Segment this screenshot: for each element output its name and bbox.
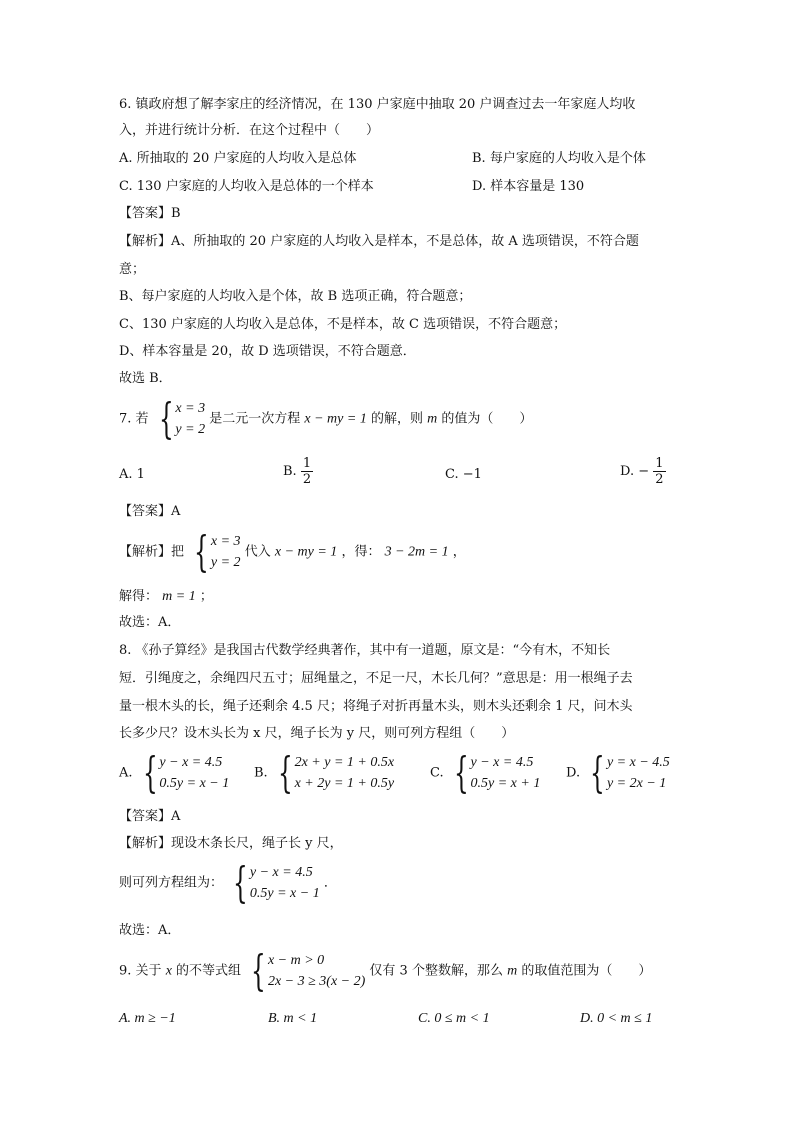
q7-explanation-prefix: 【解析】把 (119, 544, 185, 560)
q9-stem (119, 946, 652, 995)
q7-system-row1: x = 3 (175, 401, 206, 416)
q7-option-a: A. 1 (119, 467, 145, 482)
q8-explanation-system (227, 858, 320, 907)
q7-solve-prefix: 解得： (119, 589, 159, 604)
q8-option-c-row2: 0.5y = x + 1 (470, 776, 541, 791)
q8-stem-line3: 量一根木头的长，绳子还剩余 4.5 尺；将绳子对折再量木头，则木头还剩余 1 尺，问木头 (119, 699, 633, 714)
q9-option-b: B. m < 1 (268, 1011, 318, 1026)
q7-solve-end: ； (199, 589, 213, 604)
q7-option-c: C. −1 (445, 467, 482, 482)
q8-option-b-system (272, 748, 395, 797)
q6-explanation-line4: C、130 户家庭的人均收入是总体，不是样本，故 C 选项错误，不符合题意； (119, 317, 567, 332)
fraction-denominator: 2 (302, 472, 312, 487)
q8-option-a (119, 748, 230, 797)
q9-option-c: C. 0 ≤ m < 1 (418, 1011, 490, 1026)
q7-option-b (283, 456, 313, 487)
q6-option-a: A. 所抽取的 20 户家庭的人均收入是总体 (119, 151, 357, 166)
q7-explanation-row2: y = 2 (210, 555, 241, 570)
q7-option-b-label: B. (283, 464, 297, 479)
q8-option-d-row2: y = 2x − 1 (606, 776, 667, 791)
q6-option-b: B. 每户家庭的人均收入是个体 (472, 151, 646, 166)
q6-explanation-line2: 意； (119, 262, 146, 277)
q9-var-x: x (165, 963, 172, 979)
q9-stem-tail1: 仅有 3 个整数解，那么 (369, 963, 503, 979)
q7-equation: x − my = 1 (304, 411, 367, 427)
q8-option-a-row1: y − x = 4.5 (159, 755, 223, 770)
q9-option-a: A. m ≥ −1 (119, 1011, 176, 1026)
q8-explanation-end: ． (323, 875, 337, 891)
q8-stem-line2: 短．引绳度之，余绳四尺五寸；屈绳量之，不足一尺，木长几何？”意思是：用一根绳子去 (119, 671, 633, 686)
q7-option-b-fraction (301, 456, 313, 487)
q7-explanation-end: ， (452, 544, 466, 560)
q6-explanation-line5: D、样本容量是 20，故 D 选项错误，不符合题意． (119, 344, 416, 359)
q7-solve-equation: m = 1 (162, 589, 196, 604)
q7-option-d-fraction (653, 456, 665, 487)
brace-icon: { (251, 946, 266, 995)
q7-stem-tail1: 的解，则 (370, 411, 423, 427)
q8-option-c-label: C. (430, 765, 444, 781)
q8-stem-line4: 长多少尺？设木头长为 x 尺，绳子长为 y 尺，则可列方程组（ ） (119, 726, 515, 741)
q8-option-b-row1: 2x + y = 1 + 0.5x (294, 755, 395, 770)
q8-option-d-row1: y = x − 4.5 (606, 755, 670, 770)
q7-stem-mid: 是二元一次方程 (209, 411, 301, 427)
q7-system-row2: y = 2 (175, 422, 206, 437)
q8-option-b-label: B. (254, 765, 268, 781)
q8-option-b (254, 748, 395, 797)
q8-choose: 故选：A． (119, 923, 181, 938)
q9-system-row1: x − m > 0 (267, 953, 325, 968)
brace-icon: { (277, 748, 293, 797)
q8-option-d-label: D. (566, 765, 581, 781)
q7-explanation-row1: x = 3 (210, 534, 241, 549)
q9-option-d: D. 0 < m ≤ 1 (580, 1011, 653, 1026)
q7-explanation (119, 527, 466, 576)
q7-system (153, 394, 206, 443)
q6-option-d: D. 样本容量是 130 (472, 179, 585, 194)
q8-option-c (430, 748, 541, 797)
q6-choose: 故选 B． (119, 371, 172, 386)
q8-option-d (566, 748, 670, 797)
brace-icon: { (590, 748, 605, 797)
q7-option-d-label: D. − (620, 464, 650, 479)
q9-var-m: m (507, 963, 518, 979)
q7-option-d (620, 456, 666, 487)
q6-answer: 【答案】B (119, 206, 181, 221)
q7-explanation-system (188, 527, 241, 576)
q8-explanation-line2 (119, 858, 337, 907)
q8-option-a-row2: 0.5y = x − 1 (159, 776, 230, 791)
q8-stem-line1: 8. 《孙子算经》是我国古代数学经典著作，其中有一道题，原文是：“今有木，不知长 (119, 643, 611, 658)
q7-stem-tail2: 的值为（ ） (441, 411, 533, 427)
q7-solve (119, 588, 213, 606)
q8-explanation-prefix: 则可列方程组为： (119, 875, 224, 891)
q8-option-b-row2: x + 2y = 1 + 0.5y (294, 776, 395, 791)
q7-stem (119, 394, 533, 443)
fraction-numerator: 1 (655, 456, 664, 471)
brace-icon: { (233, 858, 248, 907)
q7-explanation-result: 3 − 2m = 1 (384, 544, 449, 560)
brace-icon: { (453, 748, 469, 797)
q6-explanation-line1: 【解析】A、所抽取的 20 户家庭的人均收入是样本，不是总体，故 A 选项错误，不符合题 (119, 234, 639, 249)
fraction-numerator: 1 (302, 456, 312, 471)
q8-option-d-system (584, 748, 670, 797)
q9-stem-mid: 的不等式组 (176, 963, 242, 979)
q8-option-a-system (137, 748, 230, 797)
q9-system-row2: 2x − 3 ≥ 3(x − 2) (267, 974, 366, 989)
q7-answer: 【答案】A (119, 504, 181, 519)
q7-explanation-get: ，得： (341, 544, 381, 560)
q7-number: 7. 若 (119, 411, 149, 427)
q6-option-c: C. 130 户家庭的人均收入是总体的一个样本 (119, 179, 374, 194)
brace-icon: { (142, 748, 158, 797)
q8-option-a-label: A. (119, 765, 133, 781)
q7-explanation-equation: x − my = 1 (274, 544, 338, 560)
q8-option-c-system (448, 748, 541, 797)
q8-answer: 【答案】A (119, 809, 181, 824)
q9-system (245, 946, 366, 995)
q8-explanation-row1: y − x = 4.5 (249, 865, 313, 880)
q6-stem-line1: 6. 镇政府想了解李家庄的经济情况，在 130 户家庭中抽取 20 户调查过去一年家庭人均收 (119, 97, 636, 112)
q8-explanation-row2: 0.5y = x − 1 (249, 886, 320, 901)
brace-icon: { (194, 527, 209, 576)
q6-explanation-line3: B、每户家庭的人均收入是个体，故 B 选项正确，符合题意； (119, 289, 472, 304)
brace-icon: { (158, 394, 174, 443)
q7-var-m: m (427, 411, 438, 427)
q8-explanation-line1: 【解析】现设木条长尺，绳子长 y 尺， (119, 836, 343, 851)
q9-number: 9. 关于 (119, 963, 162, 979)
q6-stem-line2: 入，并进行统计分析．在这个过程中（ ） (119, 123, 380, 138)
q8-option-c-row1: y − x = 4.5 (470, 755, 534, 770)
fraction-denominator: 2 (655, 472, 664, 487)
q7-choose: 故选：A． (119, 615, 181, 630)
q9-stem-tail2: 的取值范围为（ ） (521, 963, 652, 979)
q7-explanation-mid: 代入 (244, 544, 271, 560)
